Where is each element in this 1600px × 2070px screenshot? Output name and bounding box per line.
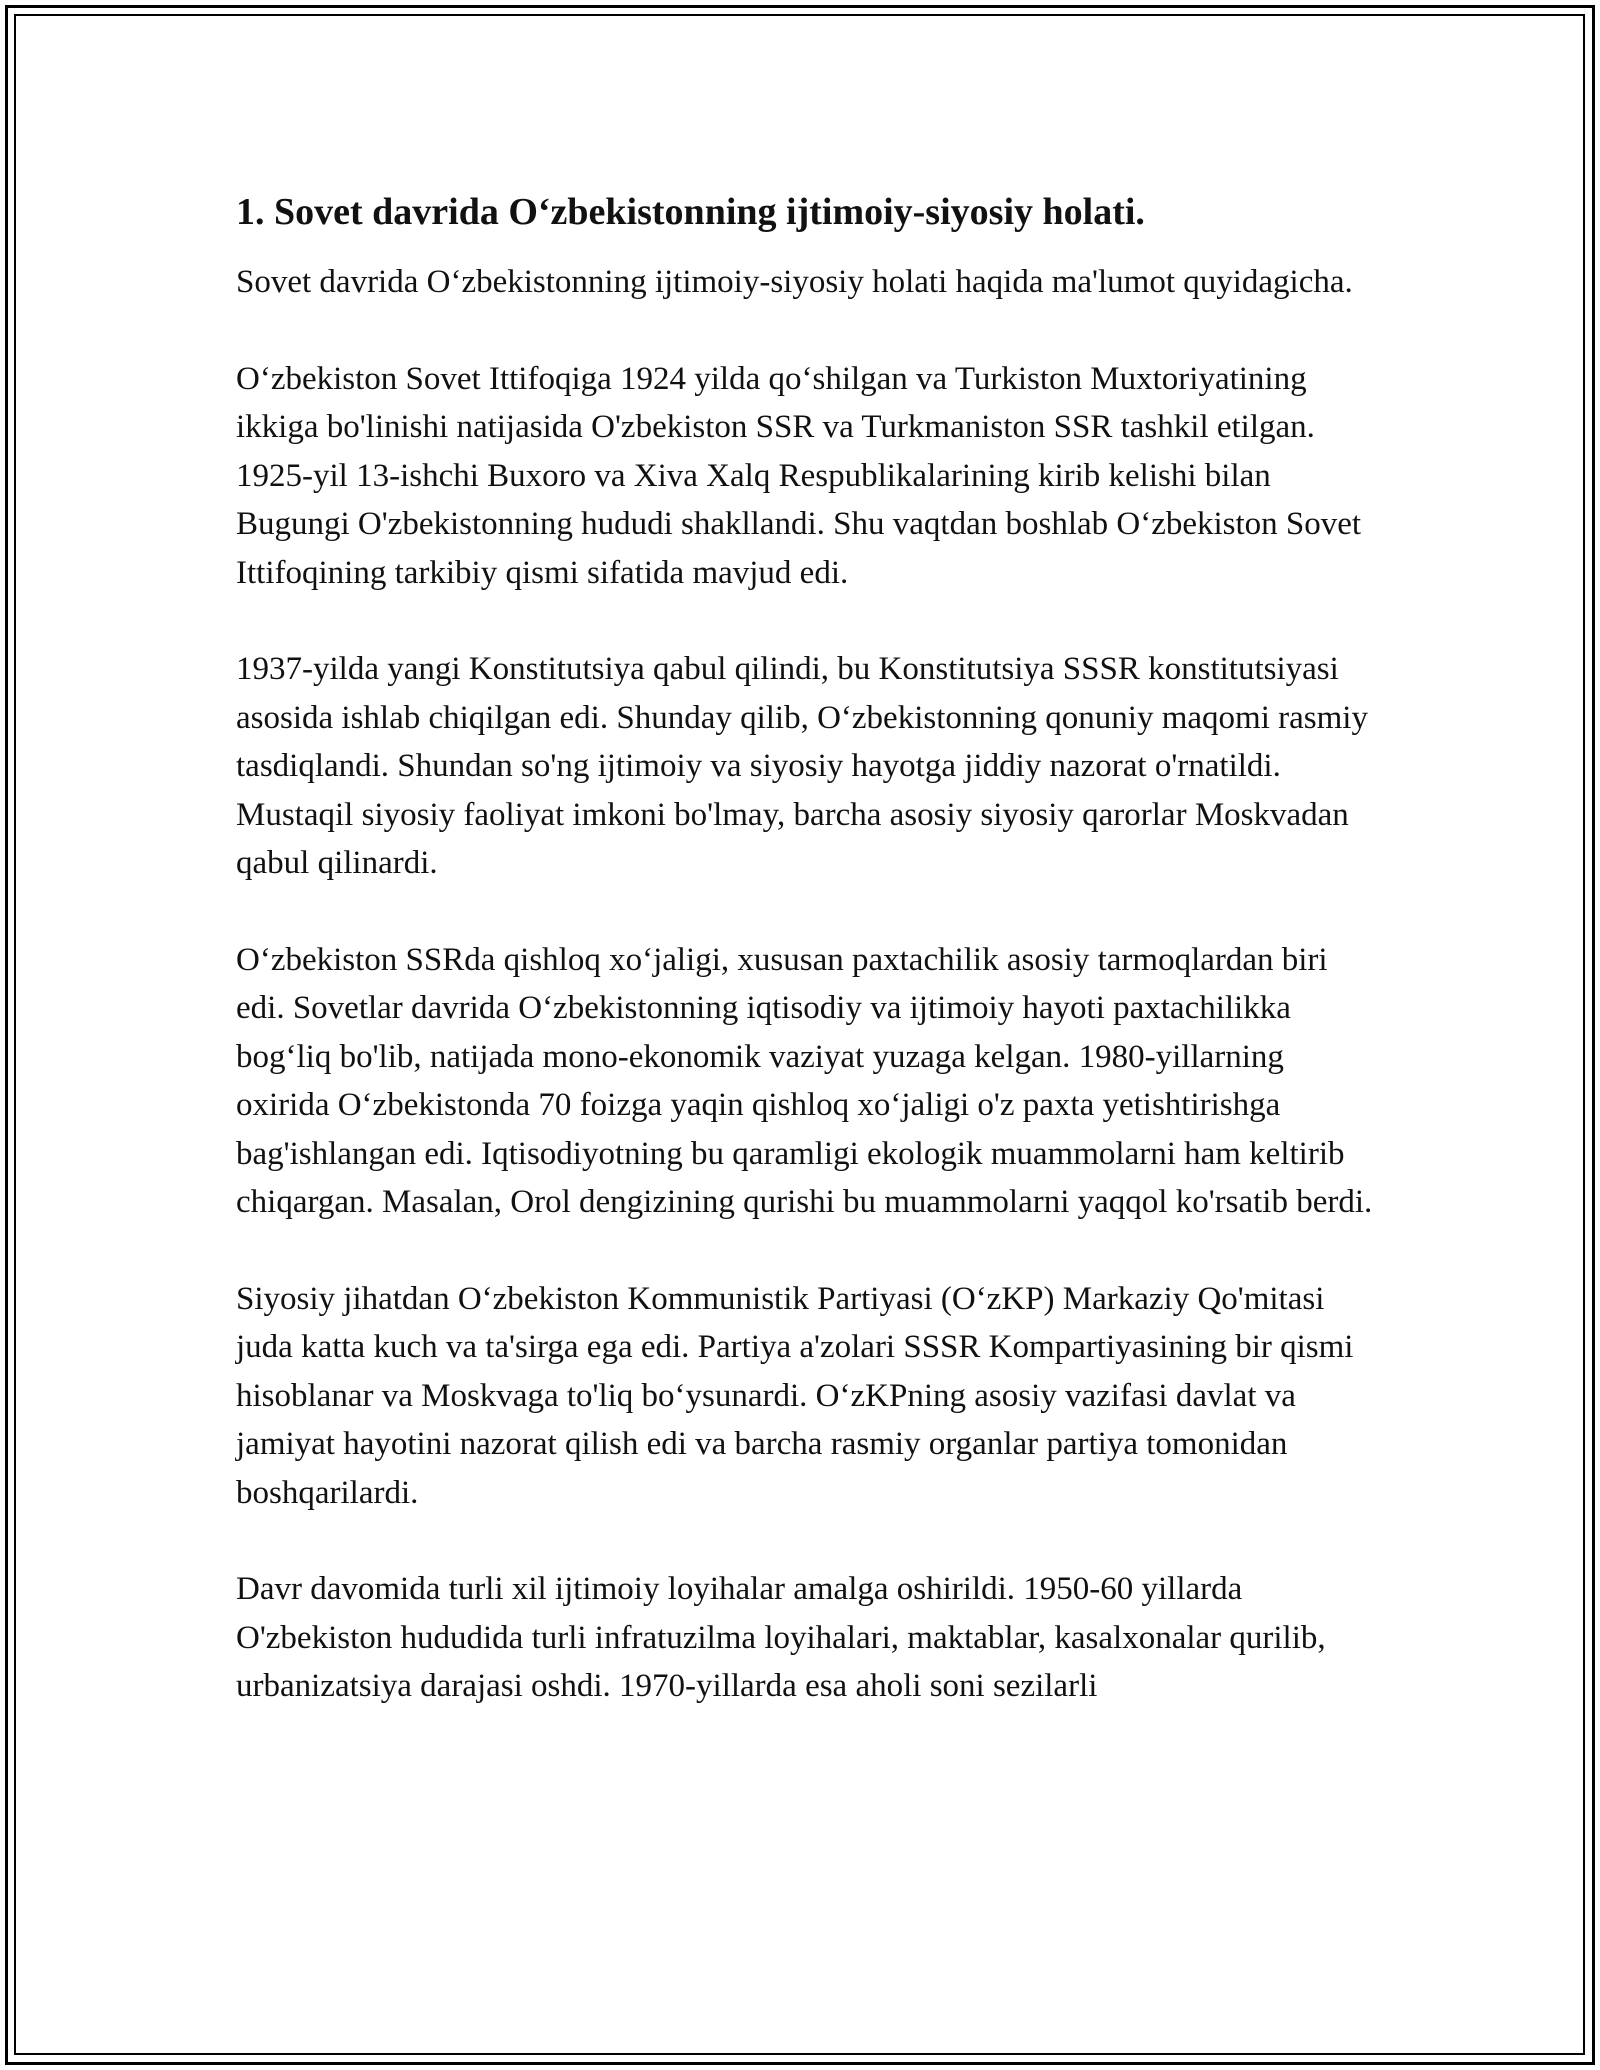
document-body [236,186,1376,1711]
paragraph-agriculture: O‘zbekiston SSRda qishloq xo‘jaligi, xususan paxtachilik asosiy tarmoqlardan biri edi. Sovetlar davrida O‘zbekistonning iqtisodiy va ijtimoiy hayoti paxtachilikka bog‘liq bo'lib, natijada mono-ekonomik vaziyat yuzaga kelgan. 1980-yillarning oxirida O‘zbekistonda 70 foizga yaqin qishloq xo‘jaligi o'z paxta yetishtirishga bag'ishlangan edi. Iqtisodiyotning bu qaramligi ekologik muammolarni ham keltirib chiqargan. Masalan, Orol dengizining qurishi bu muammolarni yaqqol ko'rsatib berdi. [236,941,1373,1220]
paragraph-constitution: 1937-yilda yangi Konstitutsiya qabul qilindi, bu Konstitutsiya SSSR konstitutsiyasi asosida ishlab chiqilgan edi. Shunday qilib, O‘zbekistonning qonuniy maqomi rasmiy tasdiqlandi. Shundan so'ng ijtimoiy va siyosiy hayotga jiddiy nazorat o'rnatildi. Mustaqil siyosiy faoliyat imkoni bo'lmay, barcha asosiy siyosiy qarorlar Moskvadan qabul qilinardi. [236,651,1368,881]
paragraph-intro: Sovet davrida O‘zbekistonning ijtimoiy-siyosiy holati haqida ma'lumot quyidagicha. [236,264,1353,300]
paragraph-communist-party: Siyosiy jihatdan O‘zbekiston Kommunistik Partiyasi (O‘zKP) Markaziy Qo'mitasi juda katta kuch va ta'sirga ega edi. Partiya a'zolari SSSR Kompartiyasining bir qismi hisoblanar va Moskvaga to'liq bo‘ysunardi. O‘zKPning asosiy vazifasi davlat va jamiyat hayotini nazorat qilish edi va barcha rasmiy organlar partiya tomonidan boshqarilardi. [236,1280,1354,1511]
section-heading: 1. Sovet davrida O‘zbekistonning ijtimoiy-siyosiy holati. [236,191,1145,233]
paragraph-social-projects: Davr davomida turli xil ijtimoiy loyihalar amalga oshirildi. 1950-60 yillarda O'zbekiston hududida turli infratuzilma loyihalari, maktablar, kasalxonalar qurilib, urbanizatsiya darajasi oshdi. 1970-yillarda esa aholi soni sezilarli [236,1571,1326,1704]
paragraph-joining-ussr: O‘zbekiston Sovet Ittifoqiga 1924 yilda qo‘shilgan va Turkiston Muxtoriyatining ikkiga bo'linishi natijasida O'zbekiston SSR va Turkmaniston SSR tashkil etilgan. 1925-yil 13-ishchi Buxoro va Xiva Xalq Respublikalarining kirib kelishi bilan Bugungi O'zbekistonning hududi shakllandi. Shu vaqtdan boshlab O‘zbekiston Sovet Ittifoqining tarkibiy qismi sifatida mavjud edi. [236,360,1362,591]
